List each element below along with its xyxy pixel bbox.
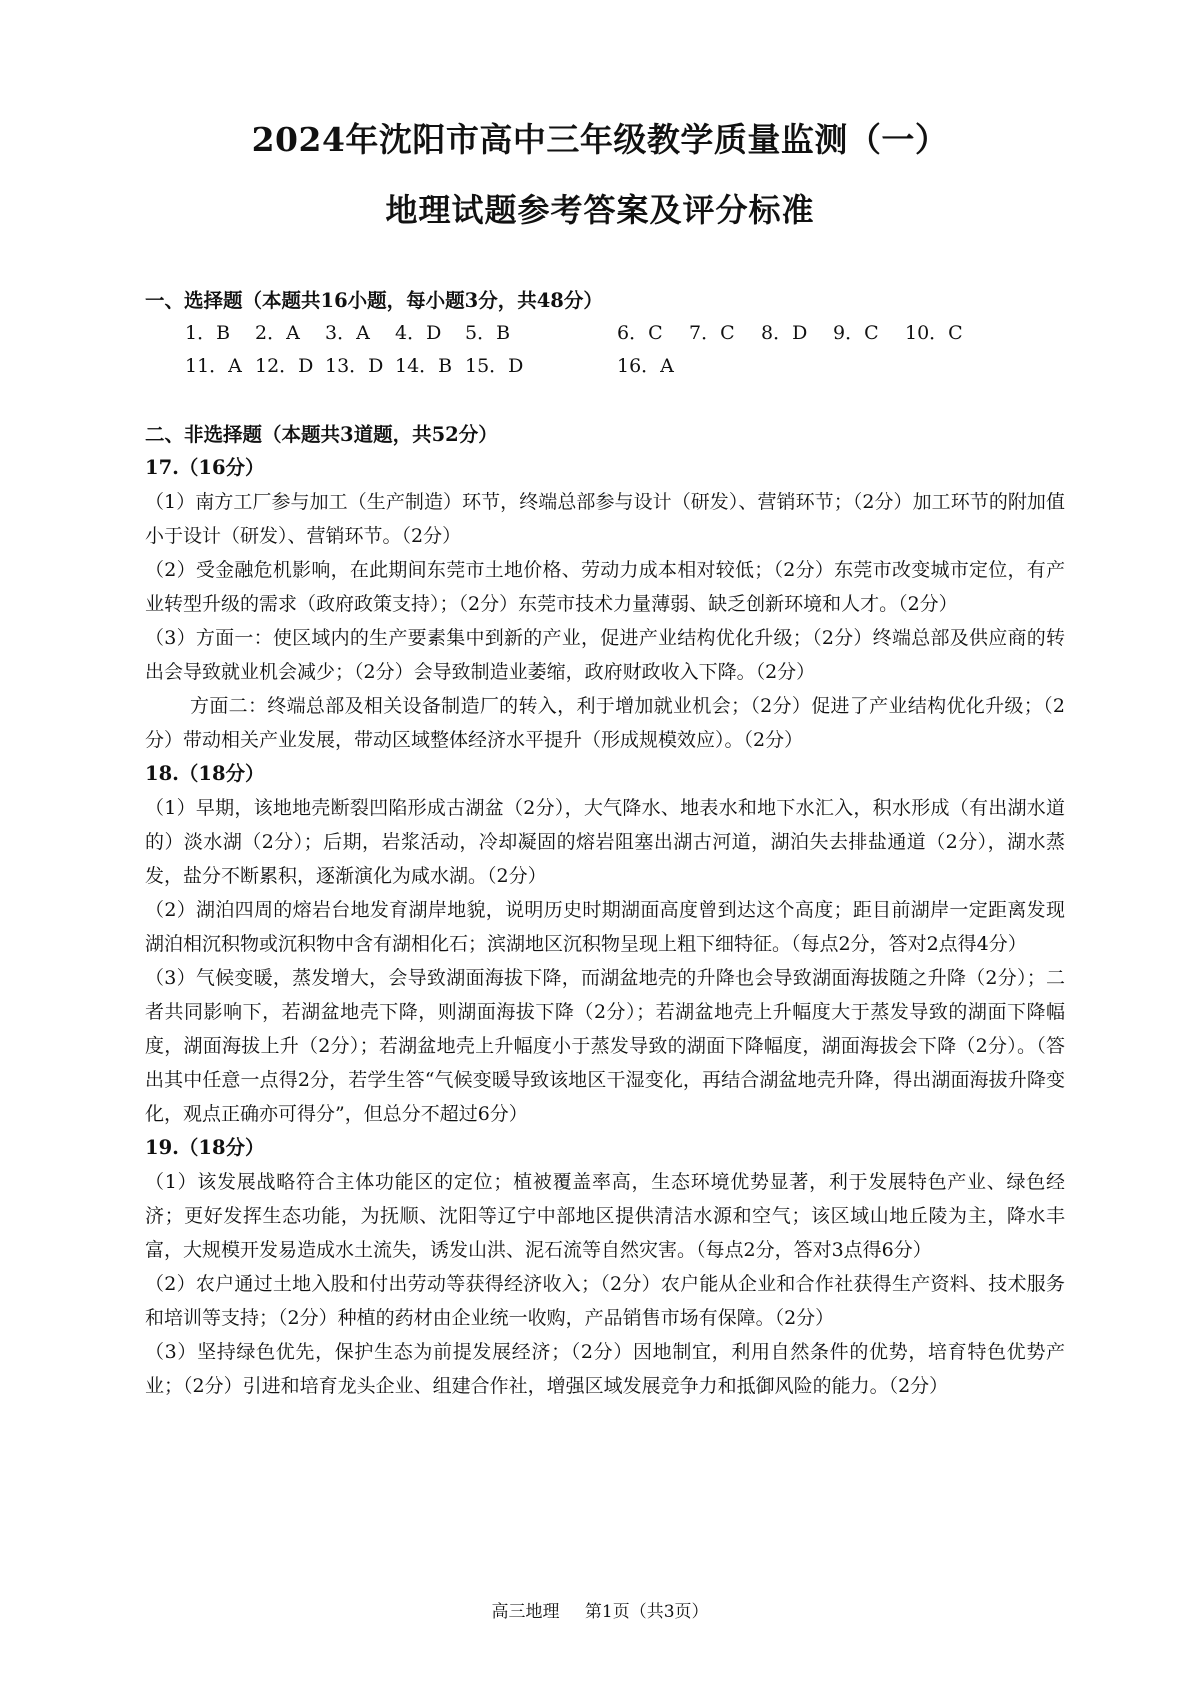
question-17-answer-3b: 方面二：终端总部及相关设备制造厂的转入，利于增加就业机会；（2分）促进了产业结构优化升级；（2分）带动相关产业发展，带动区域整体经济水平提升（形成规模效应）。（2分） xyxy=(145,695,1065,751)
question-17-answer-3: （3）方面一：使区域内的生产要素集中到新的产业，促进产业结构优化升级；（2分）终端总部及供应商的转出会导致就业机会减少；（2分）会导致制造业萎缩，政府财政收入下降。（2分） xyxy=(145,627,1065,683)
mc-answer: 6．C xyxy=(617,322,663,344)
section2-heading: 二、非选择题（本题共3道题，共52分） xyxy=(145,423,498,446)
mc-answer: 15．D xyxy=(465,355,524,377)
question-19-answer-2: （2）农户通过土地入股和付出劳动等获得经济收入；（2分）农户能从企业和合作社获得生产资料、技术服务和培训等支持；（2分）种植的药材由企业统一收购，产品销售市场有保障。（2分） xyxy=(145,1273,1065,1329)
mc-answer: 1．B xyxy=(185,322,231,344)
answer-content xyxy=(145,284,1065,1403)
mc-group-right xyxy=(617,317,977,350)
mc-answer: 7．C xyxy=(689,322,735,344)
mc-answer-row-1 xyxy=(145,317,1065,350)
mc-answer: 4．D xyxy=(395,322,442,344)
mc-group-left xyxy=(185,317,535,350)
mc-answer: 14．B xyxy=(395,355,453,377)
question-18-heading: 18.（18分） xyxy=(145,762,265,785)
mc-group-right xyxy=(617,350,689,383)
question-19-answer-3: （3）坚持绿色优先，保护生态为前提发展经济；（2分）因地制宜，利用自然条件的优势，培育特色优势产业；（2分）引进和培育龙头企业、组建合作社，增强区域发展竞争力和抵御风险的能力。（2分） xyxy=(145,1341,1065,1397)
page-title: 2024年沈阳市高中三年级教学质量监测（一） xyxy=(251,120,949,159)
mc-answer: 9．C xyxy=(833,322,879,344)
section1-heading: 一、选择题（本题共16小题，每小题3分，共48分） xyxy=(145,289,603,312)
question-19-heading: 19.（18分） xyxy=(145,1136,265,1159)
mc-answer: 13．D xyxy=(325,355,384,377)
question-19-answer-1: （1）该发展战略符合主体功能区的定位；植被覆盖率高，生态环境优势显著，利于发展特色产业、绿色经济；更好发挥生态功能，为抚顺、沈阳等辽宁中部地区提供清洁水源和空气；该区域山地丘陵为主，降水丰富，大规模开发易造成水土流失，诱发山洪、泥石流等自然灾害。（每点2分，答对3点得6分） xyxy=(145,1171,1065,1261)
mc-answer: 11．A xyxy=(185,355,242,377)
question-18-answer-3: （3）气候变暖，蒸发增大，会导致湖面海拔下降，而湖盆地壳的升降也会导致湖面海拔随之升降（2分）；二者共同影响下，若湖盆地壳下降，则湖面海拔下降（2分）；若湖盆地壳上升幅度大于蒸发导致的湖面下降幅度，湖面海拔上升（2分）；若湖盆地壳上升幅度小于蒸发导致的湖面下降幅度，湖面海拔会下降（2分）。（答出其中任意一点得2分，若学生答“气候变暖导致该地区干湿变化，再结合湖盆地壳升降，得出湖面海拔升降变化，观点正确亦可得分”，但总分不超过6分） xyxy=(145,967,1065,1125)
mc-answer: 12．D xyxy=(255,355,314,377)
question-17-answer-2: （2）受金融危机影响，在此期间东莞市土地价格、劳动力成本相对较低；（2分）东莞市改变城市定位，有产业转型升级的需求（政府政策支持）；（2分）东莞市技术力量薄弱、缺乏创新环境和人才。（2分） xyxy=(145,559,1065,615)
mc-answer-row-2 xyxy=(145,350,1065,383)
mc-answer: 3．A xyxy=(325,322,370,344)
mc-answer: 8．D xyxy=(761,322,808,344)
question-18-answer-1: （1）早期，该地地壳断裂凹陷形成古湖盆（2分），大气降水、地表水和地下水汇入，积水形成（有出湖水道的）淡水湖（2分）；后期，岩浆活动，冷却凝固的熔岩阻塞出湖古河道，湖泊失去排盐通道（2分），湖水蒸发，盐分不断累积，逐渐演化为咸水湖。（2分） xyxy=(145,797,1065,887)
footer-page-number: 第1页（共3页） xyxy=(584,1602,709,1622)
mc-group-left xyxy=(185,350,535,383)
mc-answer: 10．C xyxy=(905,322,963,344)
mc-answer: 5．B xyxy=(465,322,511,344)
question-18-answer-2: （2）湖泊四周的熔岩台地发育湖岸地貌，说明历史时期湖面高度曾到达这个高度；距目前湖岸一定距离发现湖泊相沉积物或沉积物中含有湖相化石；滨湖地区沉积物呈现上粗下细特征。（每点2分，答对2点得4分） xyxy=(145,899,1065,955)
page-footer xyxy=(0,1600,1200,1624)
mc-answer: 16．A xyxy=(617,355,674,377)
page-subtitle: 地理试题参考答案及评分标准 xyxy=(385,191,815,229)
footer-subject: 高三地理 xyxy=(491,1602,560,1622)
mc-answer: 2．A xyxy=(255,322,300,344)
question-17-heading: 17.（16分） xyxy=(145,456,265,479)
title-block xyxy=(0,118,1200,232)
question-17-answer-1: （1）南方工厂参与加工（生产制造）环节，终端总部参与设计（研发）、营销环节；（2分）加工环节的附加值小于设计（研发）、营销环节。（2分） xyxy=(145,491,1065,547)
